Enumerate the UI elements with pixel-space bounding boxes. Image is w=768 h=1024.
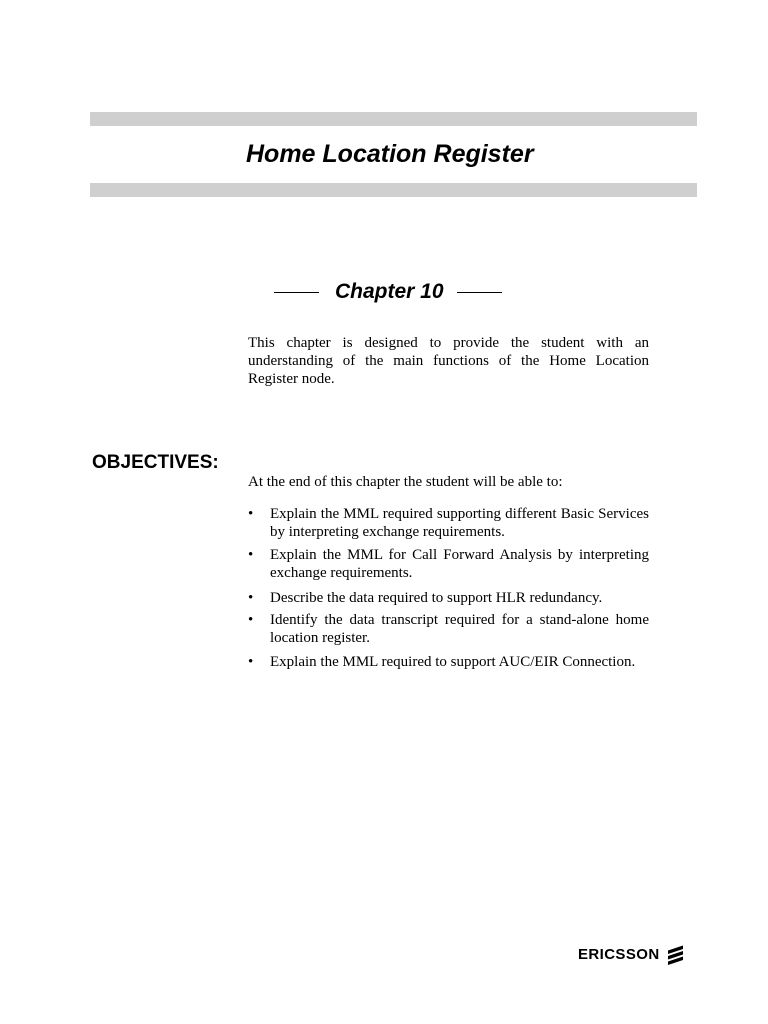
- chapter-right-rule: [457, 292, 502, 293]
- bullet-icon: •: [248, 654, 254, 670]
- bullet-icon: •: [248, 506, 254, 522]
- objective-item: [248, 653, 649, 671]
- objective-text: Explain the MML required to support AUC/EIR Connection.: [270, 654, 636, 670]
- objective-item: [248, 505, 649, 541]
- objective-text: Describe the data required to support HLR redundancy.: [270, 590, 603, 606]
- objectives-list: [248, 505, 649, 671]
- objective-text: Explain the MML for Call Forward Analysis by interpreting exchange requirements.: [270, 547, 649, 581]
- objective-item: [248, 589, 649, 607]
- bullet-icon: •: [248, 590, 254, 606]
- page-title: Home Location Register: [246, 140, 534, 168]
- objectives-lead: At the end of this chapter the student will be able to:: [248, 474, 563, 490]
- bullet-icon: •: [248, 612, 254, 628]
- chapter-heading-row: [274, 278, 502, 306]
- ericsson-logo-icon: [666, 944, 685, 966]
- header-bottom-band: [90, 183, 697, 197]
- chapter-heading: Chapter 10: [335, 280, 444, 303]
- header-top-band: [90, 112, 697, 126]
- chapter-intro: This chapter is designed to provide the student with an understanding of the main functions of the Home Location Register node.: [248, 335, 649, 387]
- chapter-left-rule: [274, 292, 319, 293]
- brand-wordmark: ERICSSON: [578, 946, 660, 963]
- ericsson-logo: [578, 944, 685, 966]
- objective-item: [248, 546, 649, 582]
- objective-text: Identify the data transcript required for a stand-alone home location register.: [270, 612, 649, 646]
- objective-item: [248, 611, 649, 647]
- objective-text: Explain the MML required supporting different Basic Services by interpreting exchange requirements.: [270, 506, 649, 540]
- bullet-icon: •: [248, 547, 254, 563]
- objectives-heading: OBJECTIVES:: [92, 452, 219, 473]
